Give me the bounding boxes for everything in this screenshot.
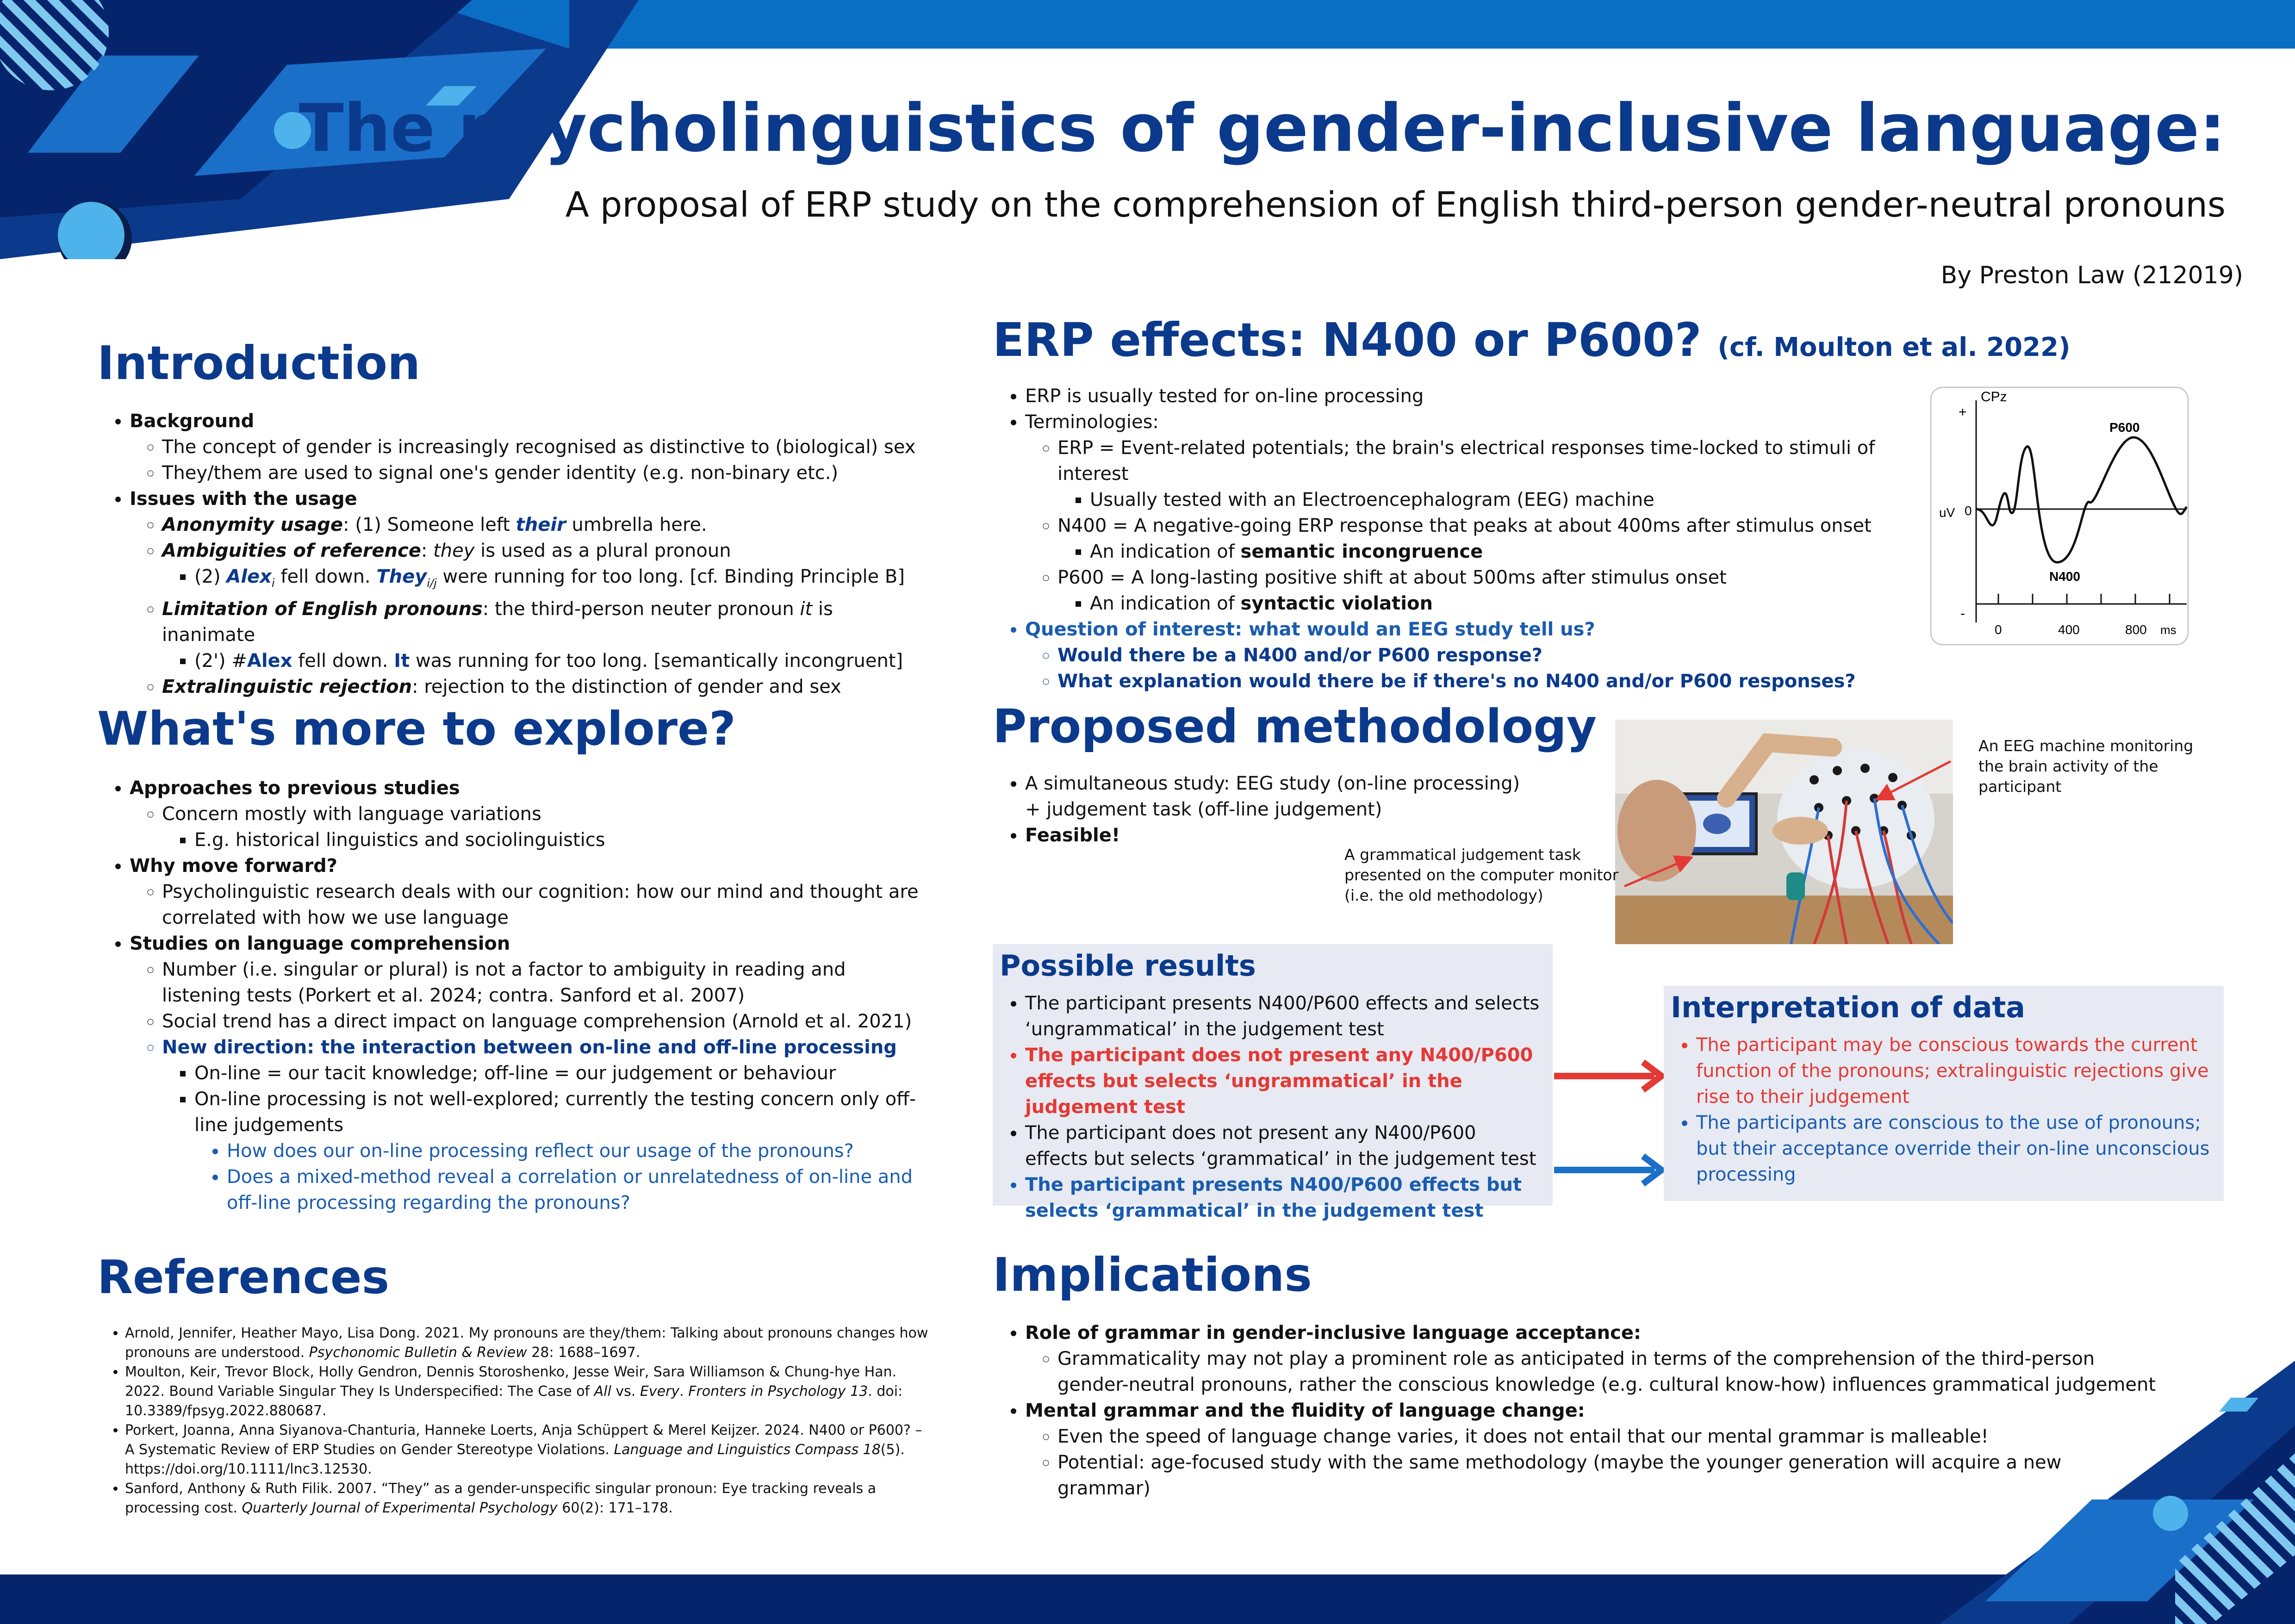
- issue-extralinguistic: ◦ Extralinguistic rejection: rejection to the distinction of gender and sex: [162, 674, 930, 700]
- study-point: ◦ Social trend has a direct impact on language comprehension (Arnold et al. 2021): [162, 1008, 930, 1034]
- result-item: • The participant presents N400/P600 effects and selects ‘ungrammatical’ in the judgement test: [1025, 990, 1543, 1042]
- channel-label: CPz: [1981, 389, 2007, 404]
- p600-label: P600: [2109, 420, 2140, 435]
- reference-item: • Sanford, Anthony & Ruth Filik. 2007. “They” as a gender-unspecific singular pronoun: Eye tracking reveals a processing cost. Quarterly Journal of Experimental Psychology 60(2): 171–178.: [125, 1479, 930, 1518]
- issue-anonymity: ◦ Anonymity usage: (1) Someone left their umbrella here.: [162, 512, 930, 538]
- introduction-section: [97, 408, 930, 700]
- interpretation-box: [1664, 986, 2224, 1201]
- explore-section: [97, 775, 930, 1216]
- approaches-label: • Approaches to previous studies: [130, 775, 930, 801]
- why-label: • Why move forward?: [130, 853, 930, 879]
- background-label: • Background: [130, 408, 930, 434]
- n400-label: N400: [2049, 569, 2080, 584]
- erp-point: • Terminologies:: [1025, 409, 1918, 435]
- possible-results-heading: Possible results: [1000, 949, 1256, 983]
- x-unit: ms: [2160, 623, 2177, 637]
- p600-indication: ▪ An indication of syntactic violation: [1090, 591, 1918, 616]
- study-subpoint: ▪ On-line = our tacit knowledge; off-line = our judgement or behaviour: [194, 1060, 930, 1086]
- erp-definition: ◦ ERP = Event-related potentials; the brain's electrical responses time-locked to stimuli of interest: [1057, 435, 1918, 487]
- zero-label: 0: [1965, 504, 1972, 518]
- approach-point: ◦ Concern mostly with language variations: [162, 801, 930, 827]
- caption-eeg-machine: An EEG machine monitoring the brain activity of the participant: [1978, 737, 2194, 796]
- result-arrows: [1550, 1055, 1671, 1194]
- methodology-heading: Proposed methodology: [993, 699, 1597, 753]
- caption-judgement-task: A grammatical judgement task presented on the computer monitor (i.e. the old methodology): [1344, 846, 1619, 904]
- implication-point: ◦ Potential: age-focused study with the same methodology (maybe the younger generation will acquire a new grammar): [1057, 1450, 2136, 1501]
- erp-section: [993, 383, 1918, 694]
- implication-point: ◦ Grammaticality may not play a prominent role as anticipated in terms of the comprehension of the third-person gender-neutral pronouns, rather the conscious knowledge (e.g. cultural know-how) influences grammatical judgement: [1057, 1346, 2168, 1398]
- issue-limitation: ◦ Limitation of English pronouns: the third-person neuter pronoun it is inanimate: [162, 596, 930, 648]
- implication-label: • Mental grammar and the fluidity of language change:: [1025, 1398, 2136, 1424]
- approach-subpoint: ▪ E.g. historical linguistics and sociolinguistics: [194, 827, 930, 853]
- poster-title: The psycholinguistics of gender-inclusive language:: [299, 90, 2226, 167]
- study-subpoint: ▪ On-line processing is not well-explored; currently the testing concern only off-line judgements: [194, 1086, 930, 1138]
- study-point: ◦ Number (i.e. singular or plural) is not a factor to ambiguity in reading and listening tests (Porkert et al. 2024; contra. Sanford et al. 2007): [162, 957, 930, 1008]
- minus-sign: -: [1960, 606, 1965, 621]
- interpretation-item: • The participants are conscious to the use of pronouns; but their acceptance override their on-line unconscious processing: [1696, 1110, 2210, 1188]
- plus-sign: +: [1959, 404, 1967, 420]
- implication-label: • Role of grammar in gender-inclusive language acceptance:: [1025, 1320, 2136, 1346]
- research-question: • Does a mixed-method reveal a correlation or unrelatedness of on-line and off-line processing regarding the pronouns?: [227, 1164, 930, 1216]
- n400-indication: ▪ An indication of semantic incongruence: [1090, 539, 1918, 565]
- reference-item: • Arnold, Jennifer, Heather Mayo, Lisa Dong. 2021. My pronouns are they/them: Talking about pronouns changes how pronouns are understood. Psychonomic Bulletin & Review 28: 1688–1697.: [125, 1324, 930, 1363]
- methodology-section: [993, 771, 1525, 848]
- interpretation-heading: Interpretation of data: [1671, 990, 2026, 1024]
- sub-question: ◦ Would there be a N400 and/or P600 response?: [1057, 642, 1918, 668]
- why-point: ◦ Psycholinguistic research deals with our cognition: how our mind and thought are correlated with how we use language: [162, 879, 930, 931]
- result-item: • The participant does not present any N400/P600 effects but selects ‘ungrammatical’ in the judgement test: [1025, 1042, 1543, 1120]
- erp-point: • ERP is usually tested for on-line processing: [1025, 383, 1918, 409]
- erp-waveform-figure: [1930, 386, 2189, 646]
- result-item: • The participant does not present any N400/P600 effects but selects ‘grammatical’ in the judgement test: [1025, 1120, 1543, 1172]
- introduction-heading: Introduction: [97, 336, 421, 390]
- reference-item: • Porkert, Joanna, Anna Siyanova-Chanturia, Hanneke Loerts, Anja Schüppert & Merel Keijzer. 2024. N400 or P600? – A Systematic Review of ERP Studies on Gender Stereotype Violations. Language and Linguistics Compass 18(5). https://doi.org/10.1111/lnc3.12530.: [125, 1421, 930, 1479]
- possible-results-box: [993, 944, 1553, 1221]
- example-2-prime: ▪ (2') #Alex fell down. It was running for too long. [semantically incongruent]: [194, 648, 930, 674]
- y-unit: uV: [1939, 505, 1955, 520]
- explore-heading: What's more to explore?: [97, 702, 736, 756]
- implication-point: ◦ Even the speed of language change varies, it does not entail that our mental grammar is malleable!: [1057, 1424, 2136, 1450]
- reference-item: • Moulton, Keir, Trevor Block, Holly Gendron, Dennis Storoshenko, Jesse Weir, Sara Williamson & Chung-hye Han. 2022. Bound Variable Singular They Is Underspecified: The Case of All vs. Every. Fronters in Psychology 13. doi: 10.3389/fpsyg.2022.880687.: [125, 1363, 930, 1421]
- background-point: ◦ They/them are used to signal one's gender identity (e.g. non-binary etc.): [162, 460, 930, 486]
- sub-question: ◦ What explanation would there be if there's no N400 and/or P600 responses?: [1057, 668, 1918, 694]
- caption-arrows: [1615, 720, 1953, 944]
- research-question: • How does our on-line processing reflect our usage of the pronouns?: [227, 1138, 930, 1164]
- new-direction: ◦ New direction: the interaction between on-line and off-line processing: [162, 1034, 930, 1060]
- background-point: ◦ The concept of gender is increasingly recognised as distinctive to (biological) sex: [162, 434, 930, 460]
- author-byline: By Preston Law (212019): [1940, 261, 2243, 289]
- example-2: ▪ (2) Alex$_i$ fell down. They$_{i/j}$ were running for too long. [cf. Binding Principle B]: [194, 564, 930, 596]
- issue-ambiguity: ◦ Ambiguities of reference: they is used as a plural pronoun: [162, 538, 930, 564]
- issues-label: • Issues with the usage: [130, 486, 930, 512]
- feasible-point: • Feasible!: [1025, 822, 1525, 848]
- methodology-point: • A simultaneous study: EEG study (on-line processing) + judgement task (off-line judgement): [1025, 771, 1525, 822]
- implications-section: [993, 1320, 2156, 1501]
- implications-heading: Implications: [993, 1248, 1312, 1302]
- erp-heading: ERP effects: N400 or P600? (cf. Moulton et al. 2022): [993, 313, 2071, 367]
- x-tick: 800: [2125, 622, 2147, 637]
- question-of-interest: • Question of interest: what would an EEG study tell us?: [1025, 616, 1918, 642]
- x-tick: 0: [1995, 622, 2002, 637]
- erp-heading-citation: (cf. Moulton et al. 2022): [1717, 332, 2071, 362]
- x-tick: 400: [2058, 622, 2080, 637]
- poster-subtitle: A proposal of ERP study on the comprehension of English third-person gender-neutral pronouns: [565, 184, 2226, 225]
- references-list: [97, 1324, 930, 1518]
- references-heading: References: [97, 1250, 390, 1304]
- n400-definition: ◦ N400 = A negative-going ERP response that peaks at about 400ms after stimulus onset: [1057, 513, 1918, 539]
- p600-definition: ◦ P600 = A long-lasting positive shift at about 500ms after stimulus onset: [1057, 565, 1918, 591]
- interpretation-item: • The participant may be conscious towards the current function of the pronouns; extralinguistic rejections give rise to their judgement: [1696, 1032, 2210, 1110]
- studies-label: • Studies on language comprehension: [130, 931, 930, 957]
- result-item: • The participant presents N400/P600 effects but selects ‘grammatical’ in the judgement test: [1025, 1172, 1543, 1224]
- erp-subdefinition: ▪ Usually tested with an Electroencephalogram (EEG) machine: [1090, 487, 1918, 513]
